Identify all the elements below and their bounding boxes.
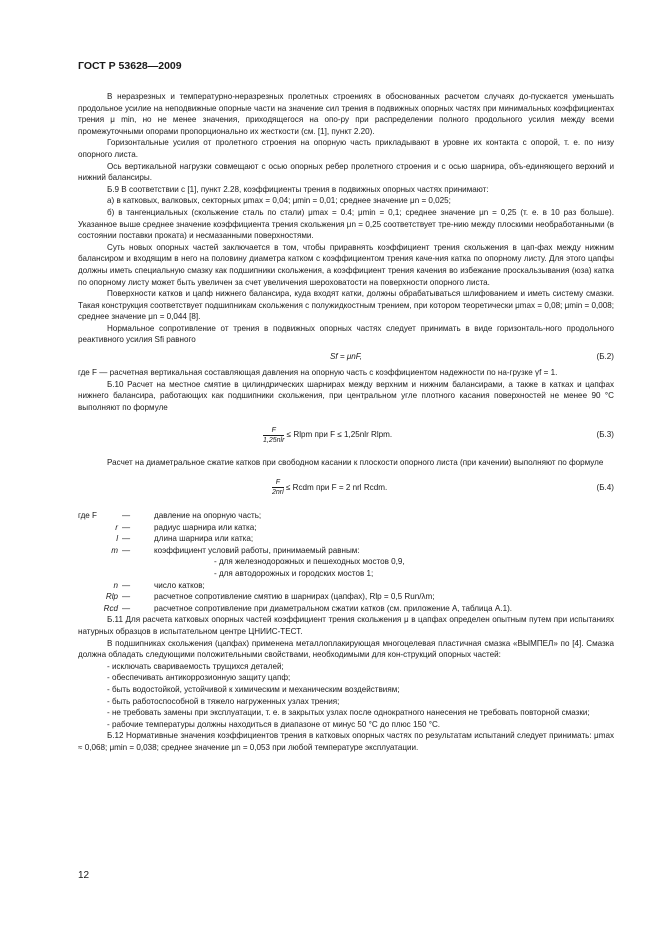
- paragraph: Б.10 Расчет на местное смятие в цилиндрических шарнирах между верхним и нижним балансирами, а также в катках и цапфах нижнего балансира, работающих как подшипники скольжения, при центральном угле плотного касания поверхностей не менее 90 °С выполняют по формуле: [78, 379, 614, 412]
- list-item: - рабочие температуры должны находиться в диапазоне от минус 50 °С до плюс 150 °С.: [107, 719, 441, 729]
- paragraph: Поверхности катков и цапф нижнего балансира, куда входят катки, должны обрабатываться шлифованием и иметь систему смазки. Такая конструкция соответствует подшипникам скольжения с полужидкостным трением, при котором теоретически μmax = 0,08; μmin = 0,008; среднее значение μn = 0,044 [8].: [78, 289, 614, 322]
- definition-item: r — радиус шарнира или катка;: [115, 522, 257, 532]
- equation-formula: $\frac{F}{\text{1,25nlr}}$ ≤ Rlpm при F ≤ 1,25nlr Rlpm.: [263, 426, 393, 444]
- equation-number: (Б.3): [596, 430, 614, 440]
- paragraph: В неразрезных и температурно-неразрезных пролетных строениях в обоснованных расчетом случаях до-пускается уменьшать продольное усилие на неподвижные опорные части на значение сил трения в подвижных опорных частях при минимальных коэффициентах трения μ min, но не менее значения, приходящегося на опо-ру при распределении полного продольного усилия между всеми промежуточными опорами пропорционально их жесткости (см. [1], пункт 2.20).: [78, 92, 614, 136]
- fraction: $\frac{F}{\text{1,25nlr}}$: [263, 426, 285, 444]
- paragraph: Суть новых опорных частей заключается в том, чтобы приравнять коэффициент трения скольжения в цап-фах между нижним балансиром и входящим в него на половину диаметра катком с коэффициентом трения каче-ния катка по опорному листу. Для этого цапфы должны иметь специальную смазку как подшипники скольжения, а коэффициент трения качения во избежание проскальзывания (юза) катка по опорному листу может быть увеличен за счет увеличения шероховатости на поверхности опорного листа.: [78, 242, 614, 287]
- paragraph: Нормальное сопротивление от трения в подвижных опорных частях следует принимать в виде горизонталь-ного продольного реактивного усилия Sfi равного: [78, 323, 614, 345]
- list-item: - быть водостойкой, устойчивой к химическим и механическим воздействиям;: [107, 684, 400, 694]
- standard-header: ГОСТ Р 53628—2009: [78, 60, 182, 72]
- equation-formula: $\frac{F}{\text{2nrl}}$ ≤ Rcdm при F = 2 nrl Rcdm.: [272, 479, 388, 497]
- definition-item: n — число катков;: [113, 580, 205, 590]
- paragraph: Б.11 Для расчета катковых опорных частей коэффициент трения скольжения μ в цапфах определен опытным путем при испытаниях натурных образцов в испытательном центре ЦНИИС-ТЕСТ.: [78, 615, 614, 636]
- paragraph: Б.9 В соответствии с [1], пункт 2.28, коэффициенты трения в подвижных опорных частях принимают:: [107, 184, 489, 194]
- definition-item: l — длина шарнира или катка;: [116, 534, 254, 544]
- equation-b3: [78, 420, 614, 450]
- equation-number: (Б.4): [596, 483, 614, 493]
- document-body: [78, 91, 614, 754]
- definition-item: Rlp — расчетное сопротивление смятию в шарнирах (цапфах), Rlp = 0,5 Run/λm;: [105, 592, 435, 602]
- definition-subitem: - для автодорожных и городских мостов 1;: [214, 569, 374, 578]
- definition-item: Rcd — расчетное сопротивление при диаметральном сжатии катков (см. приложение А, таблица А.1).: [103, 603, 513, 613]
- paragraph: Ось вертикальной нагрузки совмещают с осью опорных ребер пролетного строения и с осью шарнира, объ-единяющего верхний и нижний балансиры.: [78, 161, 614, 183]
- equation-b4: [78, 473, 614, 503]
- paragraph: Расчет на диаметральное сжатие катков при свободном касании к плоскости опорного листа (при качении) выполняют по формуле: [107, 458, 604, 468]
- paragraph: где F — расчетная вертикальная составляющая давления на опорную часть с коэффициентом надежности по на-грузке γf = 1.: [78, 368, 558, 378]
- equation-number: (Б.2): [596, 352, 614, 362]
- list-item: - быть работоспособной в тяжело нагруженных узлах трения;: [107, 696, 340, 706]
- definition-item: m — коэффициент условий работы, принимаемый равным:: [111, 545, 360, 555]
- definitions-list: [78, 510, 614, 614]
- paragraph: Б.12 Нормативные значения коэффициентов трения в катковых опорных частях по результатам испытаний следует принимать: μmax ≈ 0,068; μmin = 0,038; среднее значение μn = 0,053 при любой температуре эксплуатации.: [78, 731, 614, 752]
- list-item: - не требовать замены при эксплуатации, т. е. в закрытых узлах после однократного нанесения не требовать повторной смазки;: [107, 708, 590, 718]
- paragraph: б) в тангенциальных (скольжение сталь по стали) μmax = 0.4; μmin = 0,1; среднее значение μn = 0,25 (т. е. в 10 раз больше). Указанное выше среднее значение коэффициента трения скольжения μn = 0,25 соответствует тре-нию между плоскими необработанными (в состоянии поставки проката) и несмазанными поверхностями.: [78, 207, 614, 241]
- definition-subitem: - для железнодорожных и пешеходных мостов 0,9,: [214, 557, 405, 567]
- paragraph: а) в катковых, валковых, секторных μmax = 0,04; μmin = 0,01; среднее значение μn = 0,025;: [107, 196, 451, 206]
- fraction: $\frac{F}{\text{2nrl}}$: [272, 479, 284, 497]
- page-number: 12: [78, 870, 90, 881]
- equation-b2: [78, 346, 614, 367]
- paragraph: Горизонтальные усилия от пролетного строения на опорную часть прикладывают в уровне их контакта с опорой, т. е. по низу опорного листа.: [78, 138, 614, 159]
- equation-formula: Sf = μnF,: [330, 352, 362, 362]
- list-item: - исключать свариваемость трущихся деталей;: [107, 661, 284, 671]
- properties-list: [78, 661, 614, 731]
- paragraph: В подшипниках скольжения (цапфах) применена металлоплакирующая многоцелевая пластичная смазка «ВЫМПЕЛ» по [4]. Смазка должна обладать следующими положительными свойствами, необходимыми для кон-струкций опорных частей:: [78, 638, 614, 660]
- list-item: - обеспечивать антикоррозионную защиту цапф;: [107, 673, 291, 683]
- definition-item: где F — давление на опорную часть;: [78, 511, 262, 521]
